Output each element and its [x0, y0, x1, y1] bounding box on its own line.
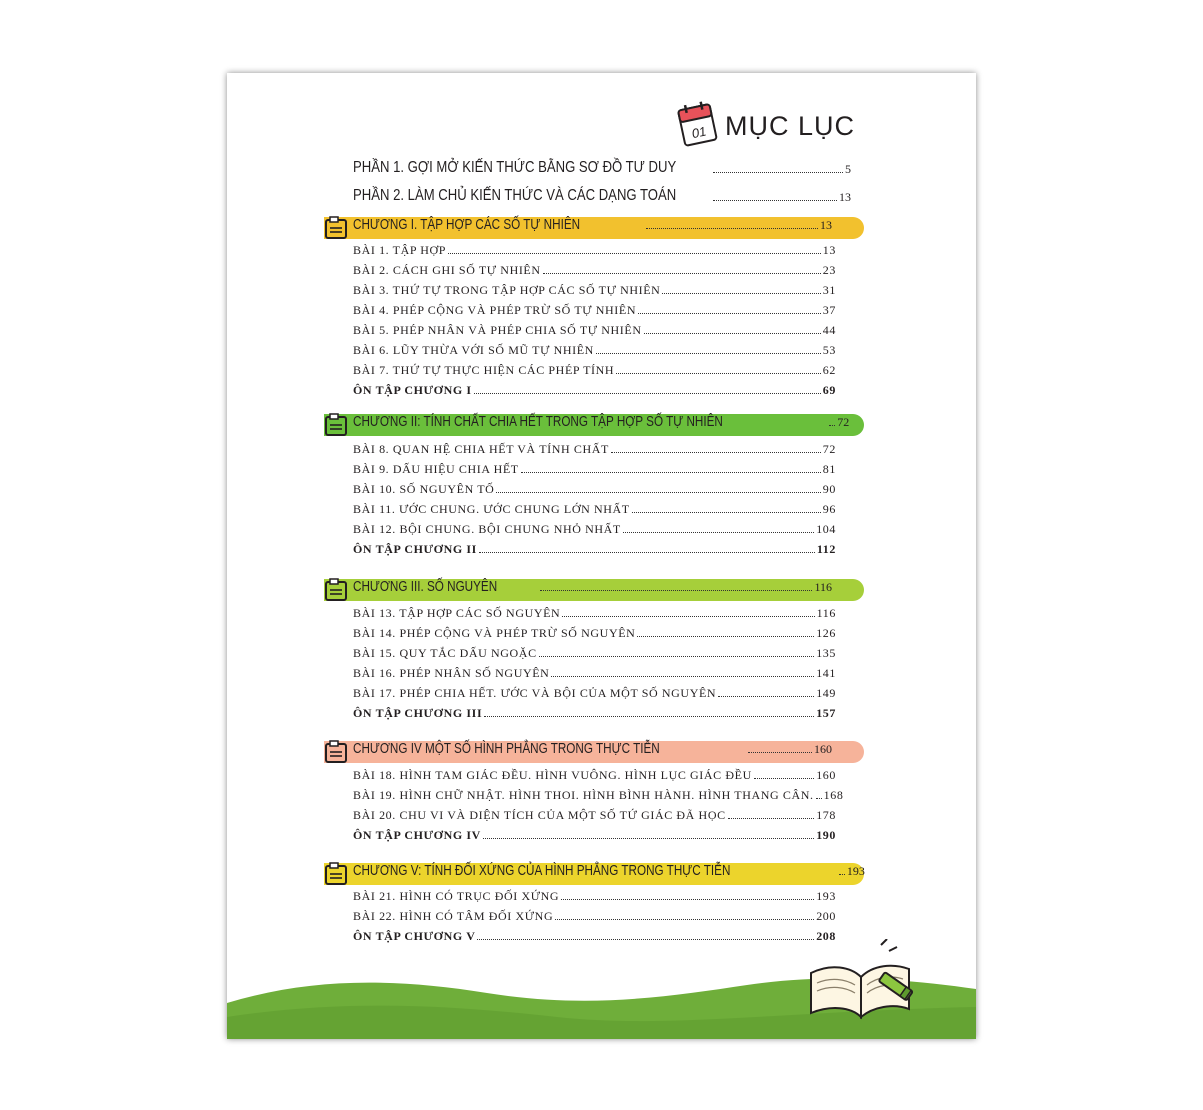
lesson-entry [353, 646, 836, 661]
review-entry-page-number: 112 [816, 542, 836, 556]
lesson-entry [353, 768, 836, 783]
part-1-page-number: 5 [845, 162, 851, 176]
lesson-entry-page-number: 116 [816, 606, 836, 620]
review-entry-label: ÔN TẬP CHƯƠNG I [353, 383, 472, 397]
lesson-entry-label: BÀI 2. CÁCH GHI SỐ TỰ NHIÊN [353, 263, 541, 277]
chapter-5 [353, 862, 865, 879]
lesson-entry-label: BÀI 22. HÌNH CÓ TÂM ĐỐI XỨNG [353, 909, 554, 923]
review-entry [353, 383, 836, 398]
lesson-entry-label: BÀI 9. DẤU HIỆU CHIA HẾT [353, 462, 519, 476]
calendar-icon [675, 97, 719, 149]
part-2-label: PHẦN 2. LÀM CHỦ KIẾN THỨC VÀ CÁC DẠNG TOÁN [353, 187, 677, 204]
lesson-entry [353, 442, 836, 457]
note-icon [324, 412, 350, 438]
dot-leader [713, 172, 843, 173]
lesson-entry-label: BÀI 1. TẬP HỢP [353, 243, 447, 257]
review-entry-page-number: 208 [816, 929, 836, 943]
lesson-entry-page-number: 178 [816, 808, 836, 822]
lesson-entry-page-number: 193 [816, 889, 836, 903]
lesson-entry [353, 263, 836, 278]
chapter-2-label: CHƯƠNG II: TÍNH CHẤT CHIA HẾT TRONG TẬP HỢP SỐ TỰ NHIÊN [353, 413, 723, 430]
dot-leader [611, 452, 821, 453]
lesson-entry-page-number: 200 [816, 909, 836, 923]
lesson-entry [353, 323, 836, 338]
lesson-entry-label: BÀI 19. HÌNH CHỮ NHẬT. HÌNH THOI. HÌNH BÌNH HÀNH. HÌNH THANG CÂN. [353, 788, 814, 802]
lesson-entry-label: BÀI 17. PHÉP CHIA HẾT. ƯỚC VÀ BỘI CỦA MỘT SỐ NGUYÊN [353, 686, 717, 700]
note-icon [324, 861, 350, 887]
lesson-entry-label: BÀI 3. THỨ TỰ TRONG TẬP HỢP CÁC SỐ TỰ NHIÊN [353, 283, 661, 297]
lesson-entry-label: BÀI 6. LŨY THỪA VỚI SỐ MŨ TỰ NHIÊN [353, 343, 594, 357]
dot-leader [754, 778, 814, 779]
dot-leader [748, 752, 812, 753]
lesson-entry [353, 686, 836, 701]
chapter-4-page-number: 160 [814, 742, 832, 756]
lesson-entry-page-number: 160 [816, 768, 836, 782]
dot-leader [816, 798, 822, 799]
lesson-entry [353, 606, 836, 621]
chapter-2 [353, 413, 850, 430]
note-icon [324, 577, 350, 603]
lesson-entry-page-number: 81 [822, 462, 836, 476]
dot-leader [539, 656, 815, 657]
review-entry-page-number: 157 [816, 706, 836, 720]
dot-leader [616, 373, 821, 374]
dot-leader [623, 532, 814, 533]
lesson-entry-page-number: 104 [816, 522, 836, 536]
note-icon [324, 215, 350, 241]
lesson-entry [353, 788, 844, 803]
lesson-entry-page-number: 37 [822, 303, 836, 317]
lesson-entry [353, 462, 836, 477]
lesson-entry-label: BÀI 5. PHÉP NHÂN VÀ PHÉP CHIA SỐ TỰ NHIÊN [353, 323, 642, 337]
lesson-entry-page-number: 135 [816, 646, 836, 660]
dot-leader [555, 919, 814, 920]
lesson-entry-label: BÀI 8. QUAN HỆ CHIA HẾT VÀ TÍNH CHẤT [353, 442, 609, 456]
chapter-3 [353, 578, 832, 595]
dot-leader [521, 472, 821, 473]
lesson-entry-label: BÀI 12. BỘI CHUNG. BỘI CHUNG NHỎ NHẤT [353, 522, 621, 536]
review-entry [353, 542, 836, 557]
dot-leader [646, 228, 818, 229]
chapter-3-label: CHƯƠNG III. SỐ NGUYÊN [353, 578, 498, 595]
lesson-entry [353, 283, 836, 298]
page-title: MỤC LỤC [725, 110, 856, 141]
lesson-entry [353, 303, 836, 318]
dot-leader [718, 696, 814, 697]
lesson-entry-label: BÀI 7. THỨ TỰ THỰC HIỆN CÁC PHÉP TÍNH [353, 363, 615, 377]
part-1 [353, 159, 851, 177]
lesson-entry-label: BÀI 16. PHÉP NHÂN SỐ NGUYÊN [353, 666, 550, 680]
dot-leader [543, 273, 821, 274]
calendar-number: 01 [690, 123, 708, 142]
chapter-1-page-number: 13 [820, 218, 832, 232]
lesson-entry-label: BÀI 11. ƯỚC CHUNG. ƯỚC CHUNG LỚN NHẤT [353, 502, 630, 516]
part-1-label: PHẦN 1. GỢI MỞ KIẾN THỨC BẰNG SƠ ĐỒ TƯ DUY [353, 159, 677, 176]
dot-leader [728, 818, 815, 819]
chapter-1-label: CHƯƠNG I. TẬP HỢP CÁC SỐ TỰ NHIÊN [353, 216, 581, 233]
lesson-entry [353, 482, 836, 497]
lesson-entry [353, 243, 836, 258]
lesson-entry-page-number: 44 [822, 323, 836, 337]
lesson-entry [353, 626, 836, 641]
note-icon [324, 739, 350, 765]
lesson-entry-label: BÀI 18. HÌNH TAM GIÁC ĐỀU. HÌNH VUÔNG. HÌNH LỤC GIÁC ĐỀU [353, 768, 752, 782]
lesson-entry [353, 666, 836, 681]
lesson-entry-label: BÀI 10. SỐ NGUYÊN TỐ [353, 482, 495, 496]
dot-leader [540, 590, 813, 591]
part-2-page-number: 13 [839, 190, 851, 204]
dot-leader [479, 552, 815, 553]
review-entry-label: ÔN TẬP CHƯƠNG II [353, 542, 477, 556]
lesson-entry-label: BÀI 4. PHÉP CỘNG VÀ PHÉP TRỪ SỐ TỰ NHIÊN [353, 303, 637, 317]
lesson-entry-page-number: 90 [822, 482, 836, 496]
dot-leader [829, 425, 835, 426]
dot-leader [448, 253, 821, 254]
dot-leader [632, 512, 821, 513]
dot-leader [477, 939, 814, 940]
lesson-entry-label: BÀI 13. TẬP HỢP CÁC SỐ NGUYÊN [353, 606, 561, 620]
lesson-entry-page-number: 53 [822, 343, 836, 357]
dot-leader [474, 393, 821, 394]
lesson-entry-label: BÀI 15. QUY TẮC DẤU NGOẶC [353, 646, 537, 660]
chapter-4 [353, 740, 832, 757]
lesson-entry [353, 889, 836, 904]
part-2 [353, 187, 851, 205]
lesson-entry-page-number: 72 [822, 442, 836, 456]
review-entry-label: ÔN TẬP CHƯƠNG V [353, 929, 476, 943]
chapter-5-page-number: 193 [846, 864, 865, 878]
dot-leader [483, 838, 814, 839]
open-book-icon [801, 939, 921, 1029]
dot-leader [496, 492, 820, 493]
lesson-entry-label: BÀI 21. HÌNH CÓ TRỤC ĐỐI XỨNG [353, 889, 560, 903]
dot-leader [638, 313, 821, 314]
review-entry-page-number: 190 [816, 828, 836, 842]
dot-leader [596, 353, 821, 354]
review-entry-label: ÔN TẬP CHƯƠNG III [353, 706, 483, 720]
dot-leader [561, 899, 814, 900]
dot-leader [562, 616, 814, 617]
dot-leader [484, 716, 814, 717]
chapter-5-label: CHƯƠNG V: TÍNH ĐỐI XỨNG CỦA HÌNH PHẲNG TRONG THỰC TIỄN [353, 862, 731, 879]
chapter-2-page-number: 72 [837, 415, 850, 429]
book-page [227, 73, 976, 1039]
dot-leader [713, 200, 837, 201]
chapter-1 [353, 216, 832, 233]
lesson-entry [353, 522, 836, 537]
lesson-entry-page-number: 149 [816, 686, 836, 700]
lesson-entry-page-number: 96 [822, 502, 836, 516]
dot-leader [551, 676, 814, 677]
lesson-entry [353, 909, 836, 924]
lesson-entry-page-number: 141 [816, 666, 836, 680]
review-entry [353, 828, 836, 843]
dot-leader [662, 293, 820, 294]
lesson-entry [353, 502, 836, 517]
lesson-entry-page-number: 13 [822, 243, 836, 257]
chapter-4-label: CHƯƠNG IV MỘT SỐ HÌNH PHẲNG TRONG THỰC TIỄN [353, 740, 660, 757]
dot-leader [839, 874, 845, 875]
chapter-3-page-number: 116 [814, 580, 832, 594]
dot-leader [637, 636, 814, 637]
review-entry-label: ÔN TẬP CHƯƠNG IV [353, 828, 481, 842]
review-entry-page-number: 69 [822, 383, 836, 397]
lesson-entry-label: BÀI 14. PHÉP CỘNG VÀ PHÉP TRỪ SỐ NGUYÊN [353, 626, 636, 640]
review-entry [353, 929, 836, 944]
lesson-entry-page-number: 62 [822, 363, 836, 377]
dot-leader [644, 333, 821, 334]
lesson-entry-page-number: 31 [822, 283, 836, 297]
review-entry [353, 706, 836, 721]
lesson-entry-page-number: 126 [816, 626, 836, 640]
lesson-entry [353, 343, 836, 358]
toc-header [675, 97, 855, 149]
lesson-entry-page-number: 168 [823, 788, 844, 802]
lesson-entry [353, 808, 836, 823]
lesson-entry-page-number: 23 [822, 263, 836, 277]
lesson-entry-label: BÀI 20. CHU VI VÀ DIỆN TÍCH CỦA MỘT SỐ TỨ GIÁC ĐÃ HỌC [353, 808, 726, 822]
lesson-entry [353, 363, 836, 378]
